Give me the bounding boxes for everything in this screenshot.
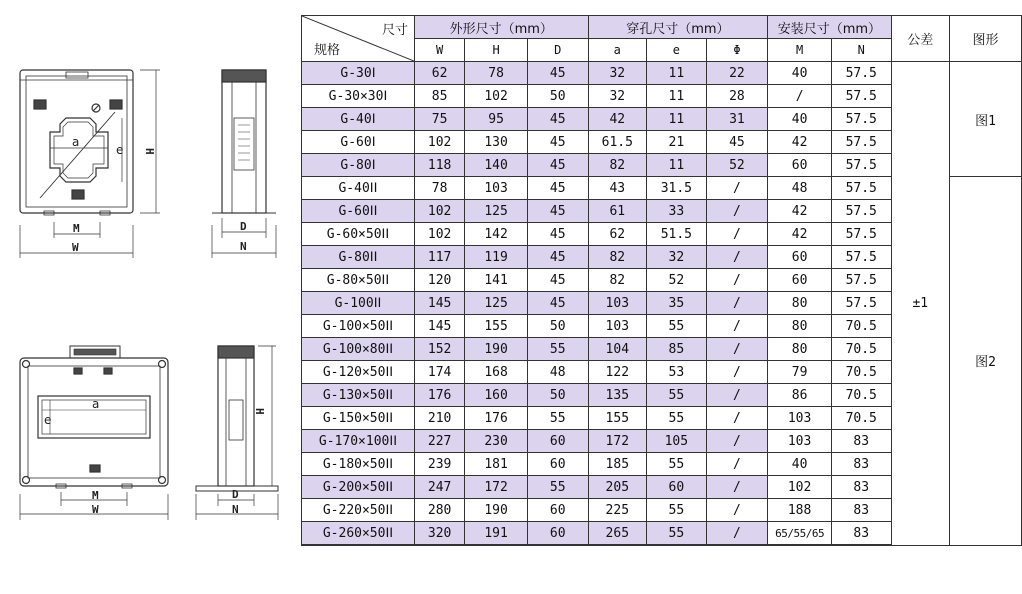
cell-N: 57.5: [831, 154, 891, 177]
cell-W: 210: [414, 407, 464, 430]
cell-a: 82: [588, 246, 647, 269]
cell-N: 83: [831, 522, 891, 546]
cell-N: 57.5: [831, 292, 891, 315]
cell-H: 168: [465, 361, 528, 384]
cell-D: 45: [527, 292, 588, 315]
cell-W: 62: [414, 62, 464, 85]
cell-N: 57.5: [831, 177, 891, 200]
cell-a: 82: [588, 269, 647, 292]
fig1-D-label: D: [240, 220, 247, 233]
cell-W: 145: [414, 315, 464, 338]
cell-e: 53: [647, 361, 707, 384]
cell-D: 50: [527, 384, 588, 407]
cell-M: 80: [768, 338, 832, 361]
tolerance-cell: ±1: [891, 62, 950, 546]
cell-e: 60: [647, 476, 707, 499]
cell-H: 191: [465, 522, 528, 546]
cell-e: 52: [647, 269, 707, 292]
cell-model: G-100ⅠⅠ: [302, 292, 415, 315]
cell-N: 83: [831, 476, 891, 499]
cell-W: 102: [414, 200, 464, 223]
cell-N: 57.5: [831, 246, 891, 269]
cell-a: 82: [588, 154, 647, 177]
cell-W: 239: [414, 453, 464, 476]
cell-W: 78: [414, 177, 464, 200]
cell-N: 57.5: [831, 85, 891, 108]
cell-D: 45: [527, 223, 588, 246]
cell-e: 55: [647, 315, 707, 338]
cell-e: 11: [647, 154, 707, 177]
cell-phi: /: [706, 384, 768, 407]
cell-H: 125: [465, 292, 528, 315]
cell-a: 61.5: [588, 131, 647, 154]
cell-H: 95: [465, 108, 528, 131]
cell-H: 190: [465, 499, 528, 522]
group-header-hole: 穿孔尺寸（mm）: [588, 16, 768, 39]
cell-N: 57.5: [831, 108, 891, 131]
cell-phi: /: [706, 453, 768, 476]
cell-H: 176: [465, 407, 528, 430]
cell-H: 130: [465, 131, 528, 154]
cell-e: 11: [647, 108, 707, 131]
cell-model: G-100×80ⅠⅠ: [302, 338, 415, 361]
cell-phi: 28: [706, 85, 768, 108]
subheader-H: H: [465, 39, 528, 62]
cell-model: G-150×50ⅠⅠ: [302, 407, 415, 430]
group-header-outer: 外形尺寸（mm）: [414, 16, 588, 39]
subheader-D: D: [527, 39, 588, 62]
cell-e: 33: [647, 200, 707, 223]
tolerance-header: 公差: [891, 16, 950, 62]
cell-H: 103: [465, 177, 528, 200]
cell-phi: /: [706, 200, 768, 223]
cell-D: 60: [527, 430, 588, 453]
subheader-N: N: [831, 39, 891, 62]
fig2-H-label: H: [253, 408, 266, 415]
cell-phi: 22: [706, 62, 768, 85]
cell-model: G-130×50ⅠⅠ: [302, 384, 415, 407]
table-header-row-1: [302, 16, 1022, 39]
fig1-N-label: N: [240, 240, 247, 253]
cell-M: 42: [768, 200, 832, 223]
cell-D: 45: [527, 200, 588, 223]
cell-N: 70.5: [831, 338, 891, 361]
cell-phi: /: [706, 315, 768, 338]
cell-phi: /: [706, 338, 768, 361]
cell-a: 42: [588, 108, 647, 131]
cell-M: 40: [768, 453, 832, 476]
cell-H: 141: [465, 269, 528, 292]
corner-bottom-label: 规格: [314, 43, 341, 58]
cell-M: 188: [768, 499, 832, 522]
fig1-M-label: M: [73, 222, 80, 235]
cell-N: 70.5: [831, 315, 891, 338]
cell-model: G-30×30Ⅰ: [302, 85, 415, 108]
cell-model: G-220×50ⅠⅠ: [302, 499, 415, 522]
cell-N: 57.5: [831, 223, 891, 246]
cell-model: G-40ⅠⅠ: [302, 177, 415, 200]
fig2-a-label: a: [92, 397, 100, 411]
cell-D: 45: [527, 269, 588, 292]
fig1-e-label: e: [116, 143, 124, 157]
fig2-D-label: D: [232, 488, 239, 501]
cell-model: G-100×50ⅠⅠ: [302, 315, 415, 338]
cell-model: G-180×50ⅠⅠ: [302, 453, 415, 476]
table-row: [302, 62, 1022, 85]
cell-H: 172: [465, 476, 528, 499]
cell-e: 11: [647, 62, 707, 85]
cell-W: 145: [414, 292, 464, 315]
figure2-cell: 图2: [950, 177, 1022, 546]
cell-model: G-120×50ⅠⅠ: [302, 361, 415, 384]
cell-W: 117: [414, 246, 464, 269]
cell-e: 31.5: [647, 177, 707, 200]
cell-e: 55: [647, 384, 707, 407]
cell-phi: /: [706, 407, 768, 430]
cell-H: 181: [465, 453, 528, 476]
cell-M: 60: [768, 246, 832, 269]
cell-D: 48: [527, 361, 588, 384]
fig2-W-label: W: [92, 503, 99, 516]
cell-D: 60: [527, 453, 588, 476]
cell-e: 32: [647, 246, 707, 269]
cell-H: 140: [465, 154, 528, 177]
cell-W: 75: [414, 108, 464, 131]
cell-model: G-60×50ⅠⅠ: [302, 223, 415, 246]
cell-e: 51.5: [647, 223, 707, 246]
cell-model: G-200×50ⅠⅠ: [302, 476, 415, 499]
cell-e: 55: [647, 407, 707, 430]
technical-drawings: [0, 0, 300, 594]
cell-M: /: [768, 85, 832, 108]
cell-W: 152: [414, 338, 464, 361]
cell-phi: /: [706, 223, 768, 246]
cell-N: 83: [831, 453, 891, 476]
cell-M: 103: [768, 430, 832, 453]
corner-cell: [302, 16, 415, 62]
cell-M: 60: [768, 154, 832, 177]
cell-W: 85: [414, 85, 464, 108]
cell-D: 45: [527, 154, 588, 177]
cell-D: 50: [527, 315, 588, 338]
cell-W: 118: [414, 154, 464, 177]
cell-phi: 45: [706, 131, 768, 154]
cell-W: 120: [414, 269, 464, 292]
cell-W: 280: [414, 499, 464, 522]
fig2-N-label: N: [232, 503, 239, 516]
cell-a: 61: [588, 200, 647, 223]
cell-phi: /: [706, 292, 768, 315]
fig1-H-label: H: [143, 148, 156, 155]
cell-a: 205: [588, 476, 647, 499]
cell-D: 50: [527, 85, 588, 108]
cell-model: G-170×100ⅠⅠ: [302, 430, 415, 453]
cell-D: 60: [527, 522, 588, 546]
figure-header: 图形: [950, 16, 1022, 62]
cell-W: 247: [414, 476, 464, 499]
cell-N: 57.5: [831, 131, 891, 154]
cell-phi: 31: [706, 108, 768, 131]
cell-a: 43: [588, 177, 647, 200]
cell-phi: /: [706, 476, 768, 499]
fig1-W-label: W: [72, 241, 79, 254]
cell-e: 21: [647, 131, 707, 154]
cell-D: 45: [527, 246, 588, 269]
cell-M: 79: [768, 361, 832, 384]
fig2-M-label: M: [92, 489, 99, 502]
cell-e: 55: [647, 499, 707, 522]
subheader-M: M: [768, 39, 832, 62]
cell-D: 45: [527, 131, 588, 154]
cell-W: 174: [414, 361, 464, 384]
cell-a: 32: [588, 62, 647, 85]
cell-N: 57.5: [831, 62, 891, 85]
cell-phi: /: [706, 361, 768, 384]
cell-N: 70.5: [831, 407, 891, 430]
cell-model: G-80ⅠⅠ: [302, 246, 415, 269]
cell-a: 62: [588, 223, 647, 246]
cell-M: 65/55/65: [768, 522, 832, 546]
cell-W: 176: [414, 384, 464, 407]
corner-top-label: 尺寸: [381, 23, 408, 38]
cell-N: 70.5: [831, 384, 891, 407]
cell-a: 103: [588, 315, 647, 338]
cell-a: 32: [588, 85, 647, 108]
cell-M: 80: [768, 292, 832, 315]
cell-D: 55: [527, 407, 588, 430]
cell-M: 60: [768, 269, 832, 292]
spec-table: [301, 15, 1022, 546]
cell-a: 185: [588, 453, 647, 476]
cell-M: 48: [768, 177, 832, 200]
cell-W: 227: [414, 430, 464, 453]
cell-M: 80: [768, 315, 832, 338]
subheader-phi: Φ: [706, 39, 768, 62]
cell-model: G-30Ⅰ: [302, 62, 415, 85]
fig1-a-label: a: [72, 135, 80, 149]
cell-D: 55: [527, 338, 588, 361]
subheader-W: W: [414, 39, 464, 62]
cell-model: G-60ⅠⅠ: [302, 200, 415, 223]
cell-a: 135: [588, 384, 647, 407]
cell-phi: /: [706, 269, 768, 292]
group-header-mount: 安装尺寸（mm）: [768, 16, 891, 39]
cell-e: 55: [647, 453, 707, 476]
cell-W: 102: [414, 223, 464, 246]
cell-a: 265: [588, 522, 647, 546]
cell-e: 35: [647, 292, 707, 315]
subheader-a: a: [588, 39, 647, 62]
cell-N: 83: [831, 430, 891, 453]
cell-phi: /: [706, 522, 768, 546]
cell-N: 70.5: [831, 361, 891, 384]
cell-H: 142: [465, 223, 528, 246]
cell-a: 122: [588, 361, 647, 384]
cell-M: 40: [768, 108, 832, 131]
cell-a: 104: [588, 338, 647, 361]
cell-N: 83: [831, 499, 891, 522]
cell-a: 103: [588, 292, 647, 315]
cell-D: 45: [527, 108, 588, 131]
cell-H: 230: [465, 430, 528, 453]
cell-N: 57.5: [831, 269, 891, 292]
cell-e: 55: [647, 522, 707, 546]
cell-W: 102: [414, 131, 464, 154]
cell-H: 102: [465, 85, 528, 108]
cell-a: 225: [588, 499, 647, 522]
cell-phi: /: [706, 499, 768, 522]
cell-phi: 52: [706, 154, 768, 177]
cell-H: 119: [465, 246, 528, 269]
fig2-e-label: e: [44, 413, 52, 427]
cell-phi: /: [706, 246, 768, 269]
cell-a: 155: [588, 407, 647, 430]
cell-H: 78: [465, 62, 528, 85]
cell-D: 45: [527, 177, 588, 200]
cell-H: 155: [465, 315, 528, 338]
cell-D: 60: [527, 499, 588, 522]
cell-M: 103: [768, 407, 832, 430]
cell-e: 85: [647, 338, 707, 361]
cell-model: G-260×50ⅠⅠ: [302, 522, 415, 546]
cell-M: 40: [768, 62, 832, 85]
cell-phi: /: [706, 177, 768, 200]
cell-D: 45: [527, 62, 588, 85]
cell-model: G-40Ⅰ: [302, 108, 415, 131]
cell-phi: /: [706, 430, 768, 453]
cell-model: G-80Ⅰ: [302, 154, 415, 177]
cell-H: 190: [465, 338, 528, 361]
cell-M: 102: [768, 476, 832, 499]
cell-e: 105: [647, 430, 707, 453]
cell-H: 160: [465, 384, 528, 407]
cell-e: 11: [647, 85, 707, 108]
cell-W: 320: [414, 522, 464, 546]
cell-M: 42: [768, 223, 832, 246]
fig1-front-view: [20, 70, 160, 258]
cell-H: 125: [465, 200, 528, 223]
cell-M: 42: [768, 131, 832, 154]
cell-model: G-80×50ⅠⅠ: [302, 269, 415, 292]
drawings-svg: [0, 0, 300, 594]
spec-table-body: [302, 62, 1022, 546]
cell-a: 172: [588, 430, 647, 453]
cell-N: 57.5: [831, 200, 891, 223]
cell-model: G-60Ⅰ: [302, 131, 415, 154]
subheader-e: e: [647, 39, 707, 62]
figure1-cell: 图1: [950, 62, 1022, 177]
cell-M: 86: [768, 384, 832, 407]
cell-D: 55: [527, 476, 588, 499]
